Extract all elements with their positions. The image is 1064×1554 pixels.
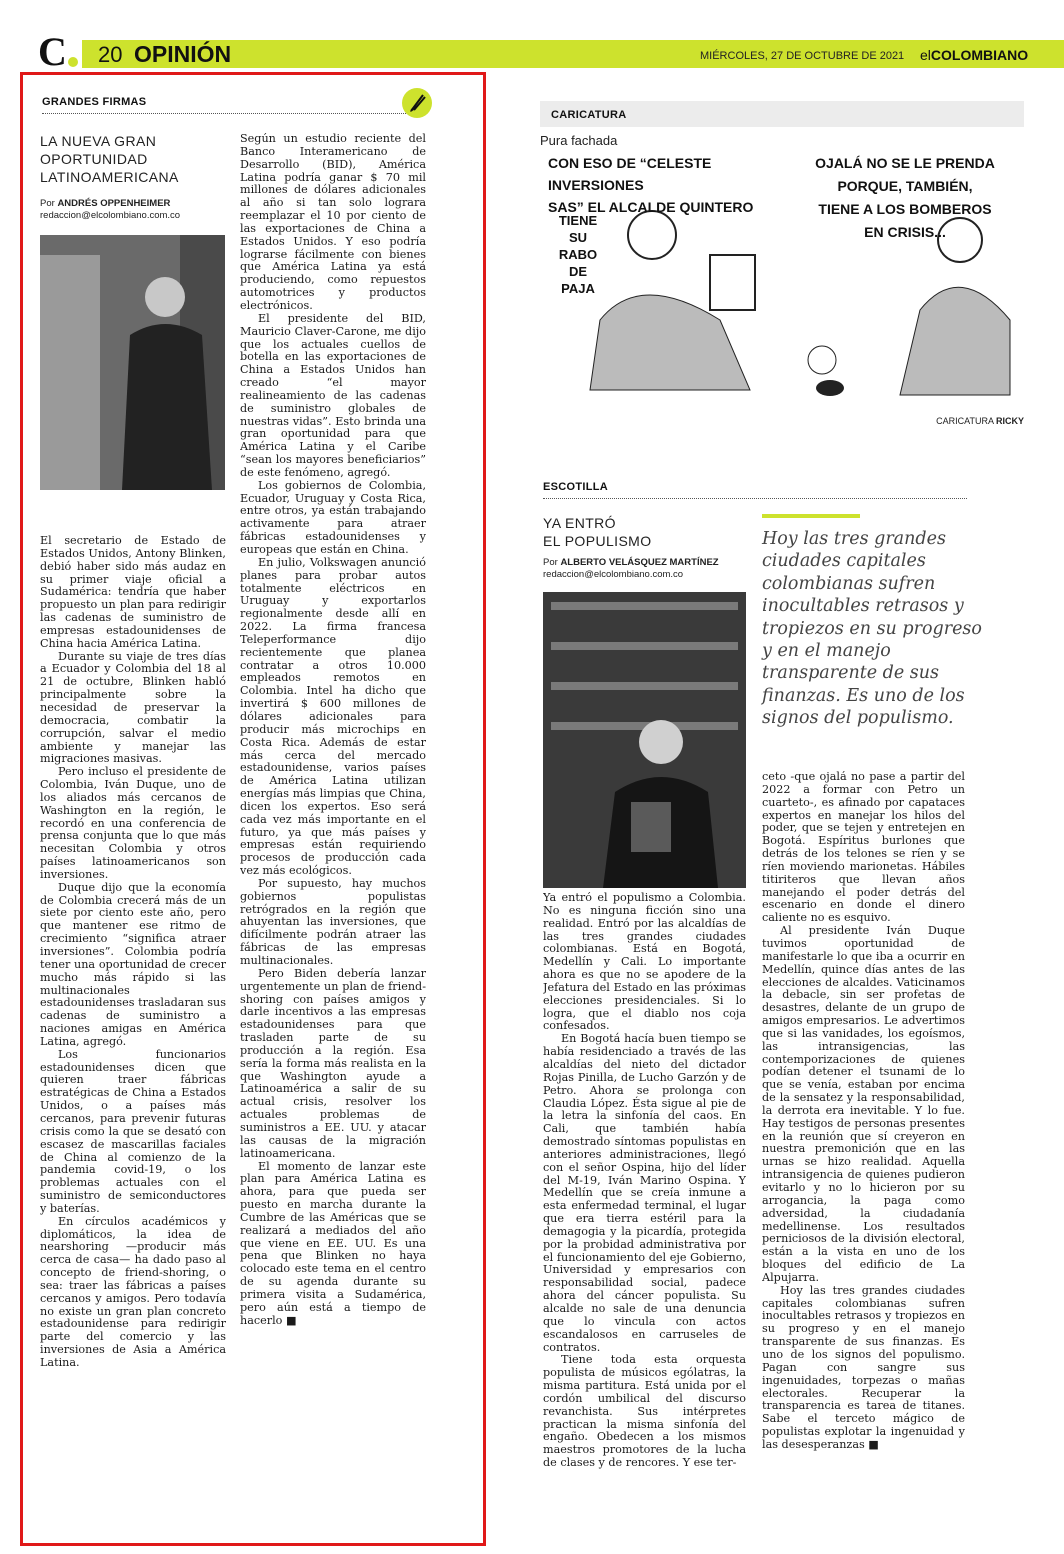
paragraph: En círculos académicos y diplomáticos, la idea de nearshoring —producir más cerca de casa— ha dado paso al concepto de friend-shoring, o sea: traer las fábricas a países cercanos y amigos. Pero todavía no existe un gran plan concreto estadounidense para redirigir parte del comercio y las inversiones de Asia a América Latina. (40, 1214, 226, 1369)
paragraph: Pero incluso el presidente de Colombia, Iván Duque, uno de los aliados más cercanos de Washington en la región, le recordó en una conferencia de prensa conjunta que lo que más necesitan Colombia y otros países latinoamericanos son inversiones. (40, 765, 226, 881)
article2-byline (543, 557, 758, 581)
brand-prefix: el (920, 47, 931, 63)
article1-byline (40, 198, 230, 222)
article1-column-2 (240, 133, 426, 1541)
credit-prefix: CARICATURA (936, 416, 994, 426)
paragraph: Ya entró el populismo a Colombia. No es ninguna ficción sino una realidad. Entró por las alcaldías de las tres grandes ciudades colombianas. Está en Bogotá, Medellín y Cali. Lo importante ahora es que no se apodere de la Jefatura del Estado en las próximas elecciones presidenciales. Si lo logra, que el diablo nos coja confesados. (543, 892, 746, 1033)
page-number: 20 (98, 42, 123, 67)
cartoon-bubble-left (548, 152, 798, 218)
paragraph: Durante su viaje de tres días a Ecuador y Colombia del 18 al 21 de octubre, Blinken habló principalmente sobre la necesidad de preservar la democracia, combatir la corrupción, salvar el medio ambiente y manejar las migraciones masivas. (40, 649, 226, 766)
credit-name: RICKY (995, 416, 1024, 426)
bubble-line: RABO (558, 247, 598, 262)
paragraph: Hoy las tres grandes ciudades capitales colombianas sufren inocultables retrasos y tropiezos en su progreso y en el manejo transparente de sus finanzas. Es uno de los signos del populismo. Pagan con sangre sus ingenuidades, torpezas o mañas electorales. Recuperar la transparencia es tarea de titanes. Sabe el terceto mágico de populistas explotar la ingenuidad y las desesperanzas ■ (762, 1283, 965, 1451)
bubble-line: DE (568, 264, 588, 279)
author-photo (543, 592, 746, 888)
paragraph: El momento de lanzar este plan para América Latina es ahora, para que pueda ser puesto en marcha durante la Cumbre de las Américas que se realizará a mediados del año que viene en EE. UU. Es una pena que Blinken no haya colocado este tema en el centro de su agenda durante su primera visita a Sudamérica, pero aún está a tiempo de hacerlo ■ (240, 1159, 426, 1327)
paragraph: El secretario de Estado de Estados Unidos, Antony Blinken, debió haber sido más audaz en su primer viaje oficial a Sudamérica: tendría que haber propuesto un plan para redirigir las cadenas de suministro de empresas estadounidenses de China hacia América Latina. (40, 535, 226, 650)
byline-prefix: Por (543, 557, 558, 568)
article2-headline (543, 514, 743, 550)
paragraph: Según un estudio reciente del Banco Interamericano de Desarrollo (BID), América Latina podría ganar $ 70 mil millones de dólares adicionales al año si tan solo lograra reemplazar el 10 por ciento de las exportaciones de China a Estados Unidos. Y eso podría lograrse fácilmente con bienes que América Latina ya está produciendo, como repuestos automotrices y productos electrónicos. (240, 133, 426, 312)
author-email: redaccion@elcolombiano.com.co (40, 210, 181, 221)
article1-headline (40, 132, 230, 186)
paragraph: Los gobiernos de Colombia, Ecuador, Uruguay y Costa Rica, entre otros, ya están trabajando activamente para atraer fábricas estadounidenses y europeas que están en China. (240, 478, 426, 556)
bubble-line: SU (568, 230, 588, 245)
bubble-line: CON ESO DE “CELESTE INVERSIONES (548, 155, 712, 193)
pullquote-bar (762, 514, 860, 518)
pullquote: Hoy las tres grandes ciudades capitales colombianas sufren inocultables retrasos y tropiezos en su progreso y en el manejo transparente de sus finanzas. Es uno de los signos del populismo. (762, 529, 982, 729)
author-name: ALBERTO VELÁSQUEZ MARTÍNEZ (560, 557, 719, 568)
paragraph: Tiene toda esta orquesta populista de músicos ególatras, la misma partitura. Está unida por el cordón umbilical del discurso revanchista. Sus intérpretes practican la misma sinfonía del engaño. Obedecen a los mismos maestros promotores de la lucha de clases y de rencores. Y ese ter- (543, 1353, 746, 1470)
article2-kicker: ESCOTILLA (543, 481, 967, 499)
author-photo (40, 235, 225, 490)
newspaper-logo (38, 29, 78, 74)
byline-prefix: Por (40, 198, 55, 209)
bubble-line: OJALÁ NO SE LE PRENDA (815, 155, 995, 171)
article1-kicker: GRANDES FIRMAS (42, 96, 422, 114)
paragraph: En Bogotá hacía buen tiempo se había residenciado a través de las alcaldías del nieto del dictador Rojas Pinilla, de Lucho Garzón y de Petro. Ahora se prolonga con Claudia López. Ésta sigue al pie de la letra la sinfonía del caos. En Cali, que también había demostrado síntomas populistas en anteriores administraciones, llegó con el señor Ospina, hijo del líder del M-19, Iván Marino Ospina. Y Medellín que se creía inmune a esta enfermedad terminal, el lugar que era tierra estéril para la demagogia y la picardía, protegida por la probidad administrativa por el funcionamiento del eje Gobierno, Universidad y empresarios con responsabilidad social, padece ahora del cáncer populista. Su alcalde no sale de una denuncia que lo vincula con actos escandalosos en carruseles de contratos. (543, 1032, 746, 1354)
cartoon-kicker: CARICATURA (540, 101, 1024, 127)
paragraph: Duque dijo que la economía de Colombia crecerá más de un siete por ciento este año, pero que mantener ese ritmo de crecimiento “significa atraer inversiones”. Colombia podría tener una oportunidad de crecer mucho más rápido si las multinacionales estadounidenses trasladaran sus cadenas de suministro a naciones amigas en América Latina, agregó. (40, 880, 226, 1048)
bubble-line: EN CRISIS... (864, 224, 946, 240)
article2-headline-line: EL POPULISMO (543, 533, 652, 549)
article1-headline-line: LA NUEVA GRAN (40, 133, 157, 149)
brand-main: COLOMBIANO (930, 47, 1029, 63)
bubble-line: TIENE A LOS BOMBEROS (818, 201, 992, 217)
paragraph: El presidente del BID, Mauricio Claver-Carone, me dijo que los actuales cuellos de botella en las exportaciones de China a Estados Unidos han creado “el mayor realineamiento de las cadenas de suministro globales de nuestras vidas”. Esto brinda una gran oportunidad para que América Latina y el Caribe “sean los mayores beneficiarios” de este fenómeno, agregó. (240, 311, 426, 479)
article2-headline-line: YA ENTRÓ (543, 515, 616, 531)
paragraph: Pero Biden debería lanzar urgentemente un plan de friend-shoring con países amigos y darle incentivos a las empresas estadounidenses para que trasladen parte de su producción a la región. Esa sería la forma más realista en la que Washington ayude a Latinoamérica a salir de su actual crisis, resolver los actuales problemas de suministros a EE. UU. y atacar las causas de la migración latinoamericana. (240, 966, 426, 1160)
article2-column-1 (543, 892, 746, 1536)
bubble-line: SAS” EL ALCALDE QUINTERO (548, 199, 754, 215)
bubble-line: PAJA (561, 281, 595, 296)
article2-column-2 (762, 771, 965, 1541)
cartoon-credit (880, 416, 1024, 426)
author-name: ANDRÉS OPPENHEIMER (57, 198, 171, 209)
logo-dot-icon (68, 57, 78, 67)
bubble-line: TIENE (558, 213, 598, 228)
section-title: OPINIÓN (134, 41, 232, 67)
article1-headline-line: OPORTUNIDAD (40, 151, 148, 167)
pen-icon (402, 88, 432, 118)
cartoon-title: Pura fachada (540, 133, 618, 148)
paragraph: En julio, Volkswagen anunció planes para probar autos totalmente eléctricos en Uruguay y exportarlos regionalmente desde allí en 2022. La firma francesa Teleperformance dijo recientemente que planea contratar a otros 10.000 empleados remotos en Colombia. Intel ha dicho que invertirá $ 600 millones de dólares adicionales para producir más microchips en Costa Rica. Además de estar más cerca del mercado estadounidense, varios países de América Latina utilizan energías más limpias que China, dicen los expertos. Eso será cada vez más importante en el futuro, ya que más países y empresas están requiriendo procesos de producción cada vez más ecológicos. (240, 555, 426, 878)
cartoon-bubble-side (548, 212, 608, 297)
issue-date: MIÉRCOLES, 27 DE OCTUBRE DE 2021 (700, 50, 905, 62)
cartoon-bubble-right (790, 152, 1020, 244)
paragraph: Al presidente Iván Duque tuvimos oportunidad de manifestarle lo que iba a ocurrir en Medellín, quince días antes de las elecciones de alcaldes. Vaticinamos la debacle, sin ser profetas de desastres, delante de un grupo de amigos empresarios. Le advertimos que si las vanidades, los egoísmos, las intransigencias, las contemporizaciones de quienes podían detener el tsunami de lo que se venía, estaban por encima de la sensatez y la responsabilidad, la derrota era inevitable. Y lo fue. Hay testigos de personas presentes en la reunión que sí creyeron en nuestra premonición que en las urnas se hizo realidad. Aquella intransigencia de quienes pudieron evitarlo y no lo hicieron por su arrogancia, la paga como adversidad, la ciudadanía medellinense. Los resultados perniciosos de la división electoral, están a la vista en uno de los bloques del edificio de La Alpujarra. (762, 924, 965, 1284)
brand-name (920, 47, 1028, 63)
paragraph: Los funcionarios estadounidenses dicen que quieren traer fábricas estratégicas de China a Estados Unidos, o a países más cercanos, para prevenir futuras crisis como la que se desató con escasez de mascarillas faciales de China al comienzo de la pandemia covid-19, o los problemas actuales con el suministro de semiconductores y baterías. (40, 1047, 226, 1215)
paragraph: ceto -que ojalá no pase a partir del 2022 a formar con Petro un cuarteto-, es afinado por capataces expertos en manejar los hilos del poder, que se tejen y entretejen en Bogotá. Espíritus burlones que detrás de los telones se ríen y se ríen moviendo marionetas. Hábiles titiriteros que llevan años manejando el poder detrás del escenario en donde el dinero caliente no es esquivo. (762, 771, 965, 925)
paragraph: Por supuesto, hay muchos gobiernos populistas retrógrados en la región que ahuyentan las inversiones, que difícilmente podrán atraer las fábricas de las empresas multinacionales. (240, 876, 426, 967)
bubble-line: PORQUE, TAMBIÉN, (837, 178, 973, 194)
article1-column-1 (40, 535, 226, 1541)
author-email: redaccion@elcolombiano.com.co (543, 569, 684, 580)
article1-headline-line: LATINOAMERICANA (40, 169, 179, 185)
logo-letter: C (38, 29, 67, 74)
